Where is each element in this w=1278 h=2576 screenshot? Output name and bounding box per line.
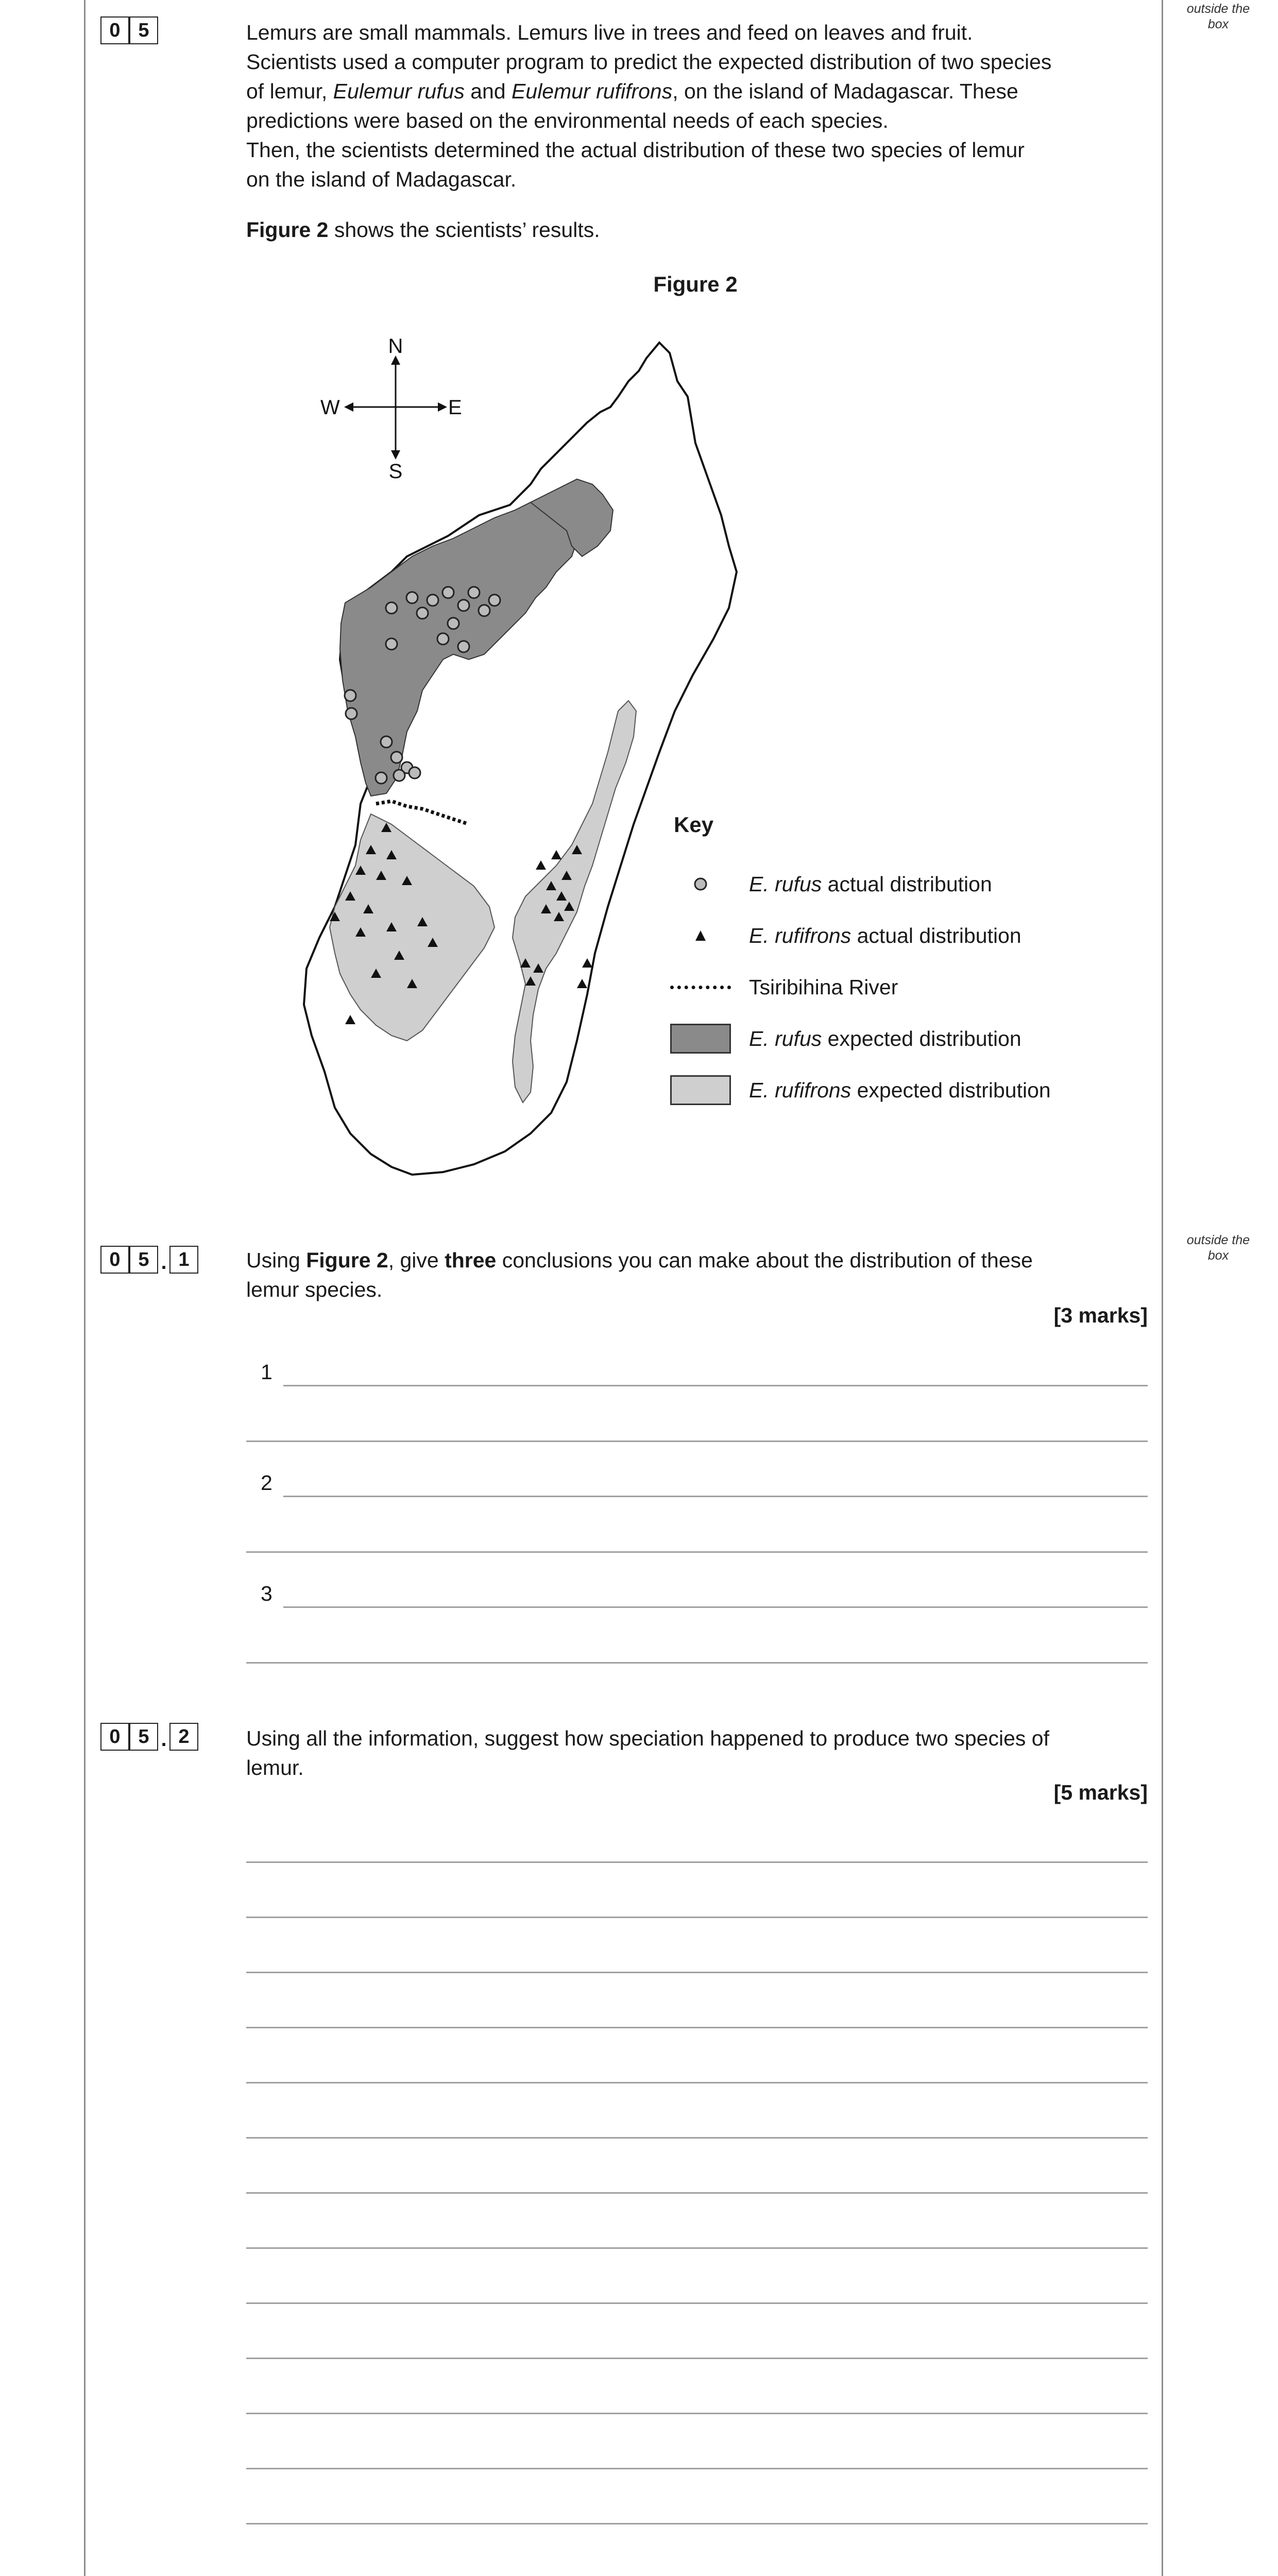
answer-line[interactable] <box>246 2523 1148 2524</box>
answer-line[interactable] <box>283 1385 1148 1386</box>
answer-line[interactable] <box>246 2027 1148 2028</box>
question-number-05-1: 0 5 . 1 <box>100 1244 198 1274</box>
question-digit: 0 <box>100 16 129 44</box>
answer-line[interactable] <box>283 1496 1148 1497</box>
answer-line[interactable] <box>246 2082 1148 2083</box>
species-name: Eulemur rufus <box>333 79 465 103</box>
answer-line[interactable] <box>246 1440 1148 1442</box>
compass-rose <box>320 335 462 483</box>
margin-note-top: outside the box <box>1186 2 1250 31</box>
answer-line[interactable] <box>246 1861 1148 1863</box>
circle-symbol-icon <box>670 876 731 892</box>
compass-south: S <box>388 460 403 483</box>
figure-title: Figure 2 <box>653 272 738 296</box>
margin-note-mid: outside the box <box>1186 1233 1250 1263</box>
madagascar-map <box>0 0 1278 1216</box>
compass-east: E <box>448 396 462 419</box>
light-swatch-icon <box>670 1075 731 1105</box>
triangle-symbol-icon <box>670 928 731 943</box>
answer-line[interactable] <box>246 2137 1148 2139</box>
key-row-rufus-actual: E. rufus actual distribution <box>670 869 992 900</box>
answer-line-number: 3 <box>261 1582 272 1605</box>
answer-line[interactable] <box>246 1662 1148 1664</box>
answer-line[interactable] <box>246 1551 1148 1553</box>
answer-line[interactable] <box>246 1972 1148 1973</box>
answer-line-number: 2 <box>261 1471 272 1495</box>
key-row-rufifrons-expected: E. rufifrons expected distribution <box>670 1075 1051 1106</box>
question-digit: 5 <box>129 16 158 44</box>
answer-line-number: 1 <box>261 1360 272 1384</box>
figure-reference: Figure 2 shows the scientists’ results. <box>246 218 600 242</box>
species-name: Eulemur rufifrons <box>512 79 673 103</box>
question-number-05-2: 0 5 . 2 <box>100 1721 198 1751</box>
dotted-line-symbol-icon <box>670 986 731 989</box>
key-row-rufifrons-actual: E. rufifrons actual distribution <box>670 920 1021 951</box>
answer-line[interactable] <box>246 2192 1148 2194</box>
compass-north: N <box>388 335 403 358</box>
answer-line[interactable] <box>246 2413 1148 2414</box>
answer-line[interactable] <box>246 2468 1148 2469</box>
key-title: Key <box>674 812 714 837</box>
key-row-rufus-expected: E. rufus expected distribution <box>670 1023 1021 1054</box>
answer-line[interactable] <box>283 1606 1148 1608</box>
question-05-intro: Lemurs are small mammals. Lemurs live in trees and feed on leaves and fruit. Scientists used a computer program to predict the expected distribution of two species of lemur, Eulemur rufus and Eulemur rufifrons, on the island of Madagascar. These predictions were based on the environmental needs of each species. Then, the scientists determined the actual distribution of these two species of lemur on the island of Madagascar. <box>246 21 1052 191</box>
key-row-river: Tsiribihina River <box>670 972 898 1003</box>
answer-line[interactable] <box>246 2358 1148 2359</box>
answer-line[interactable] <box>246 1917 1148 1918</box>
dark-swatch-icon <box>670 1024 731 1054</box>
question-05-1-text: Using Figure 2, give three conclusions you can make about the distribution of these lemur species. <box>246 1248 1033 1301</box>
marks-label: [3 marks] <box>1053 1303 1148 1327</box>
marks-label: [5 marks] <box>1053 1781 1148 1804</box>
answer-line[interactable] <box>246 2247 1148 2249</box>
question-05-2-text: Using all the information, suggest how speciation happened to produce two species of lemur. <box>246 1726 1049 1780</box>
answer-line[interactable] <box>246 2302 1148 2304</box>
compass-west: W <box>320 396 340 419</box>
